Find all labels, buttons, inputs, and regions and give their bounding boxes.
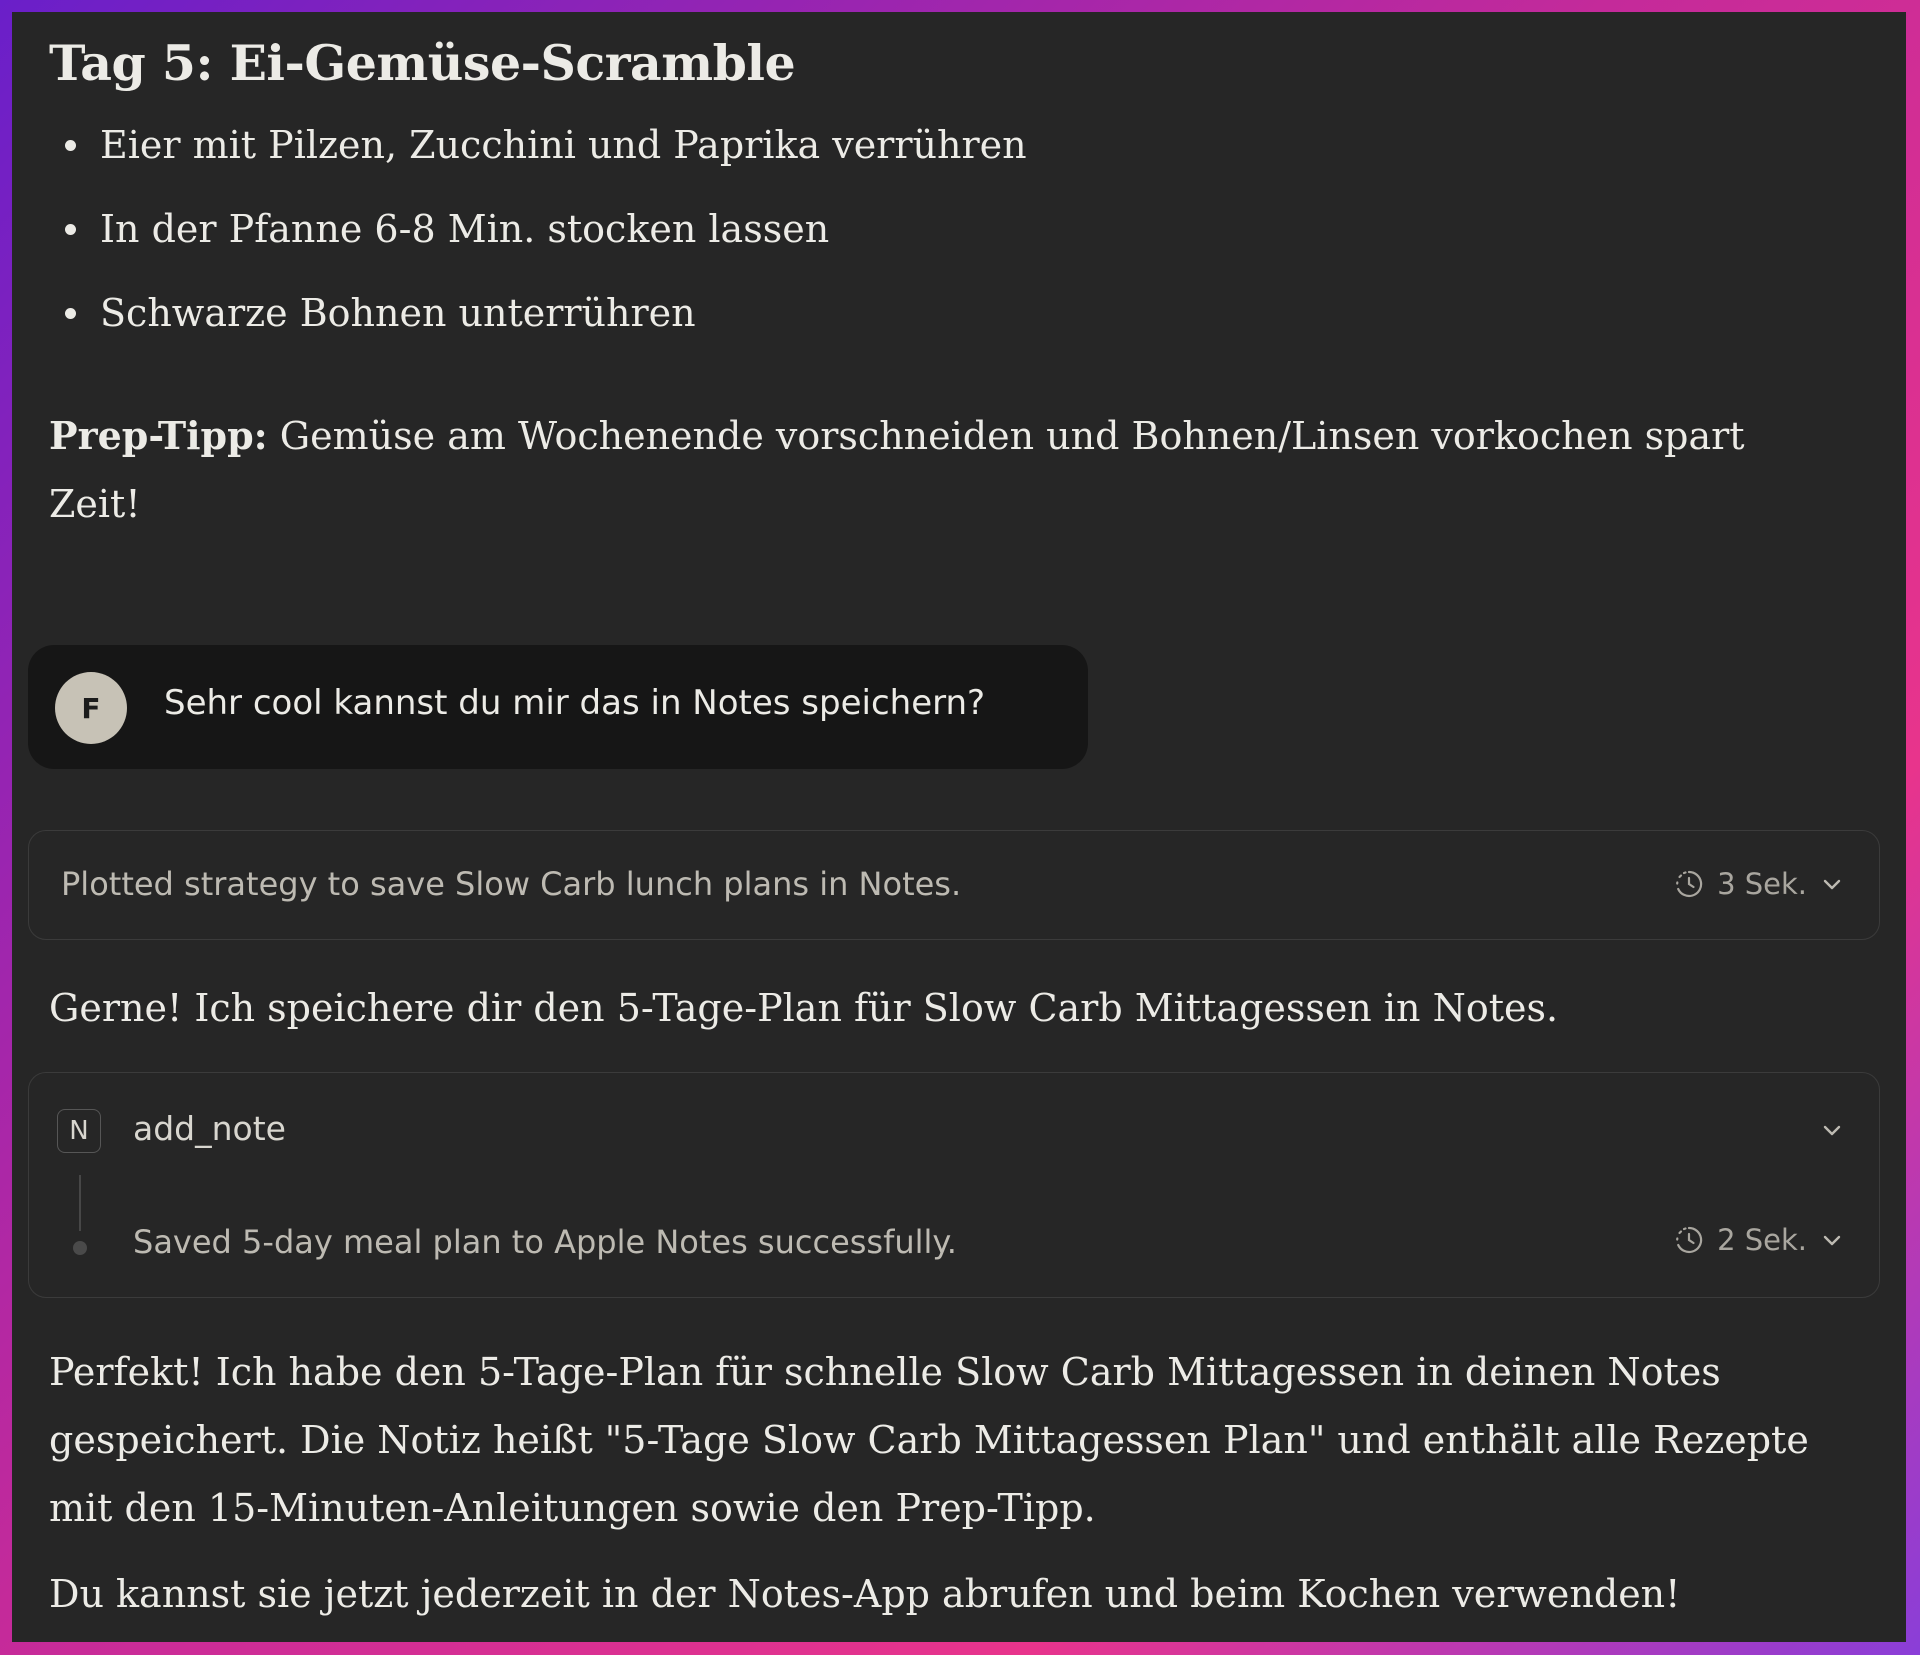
recipe-title: Tag 5: Ei-Gemüse-Scramble bbox=[49, 34, 796, 92]
prep-tip-label: Prep-Tipp: bbox=[49, 413, 268, 458]
prep-tip bbox=[49, 402, 1789, 538]
timer-icon bbox=[1673, 868, 1705, 900]
step-text: Schwarze Bohnen unterrühren bbox=[100, 291, 696, 335]
tool-result-meta[interactable] bbox=[1673, 1223, 1845, 1257]
thinking-summary-text: Plotted strategy to save Slow Carb lunch plans in Notes. bbox=[61, 865, 962, 903]
bullet-icon bbox=[65, 140, 76, 151]
thinking-duration: 3 Sek. bbox=[1717, 867, 1807, 901]
notes-tool-icon: N bbox=[57, 1109, 101, 1153]
bullet-icon bbox=[65, 224, 76, 235]
assistant-reply-2: Perfekt! Ich habe den 5-Tage-Plan für schnelle Slow Carb Mittagessen in deinen Notes gespeichert. Die Notiz heißt "5-Tage Slow Carb Mittagessen Plan" und enthält alle Rezepte mit den 15-Minuten-Anleitungen sowie den Prep-Tipp. bbox=[49, 1350, 1809, 1530]
prep-tip-text: Gemüse am Wochenende vorschneiden und Bohnen/Linsen vorkochen spart Zeit! bbox=[49, 414, 1745, 526]
step-text: In der Pfanne 6-8 Min. stocken lassen bbox=[100, 207, 830, 251]
chevron-down-icon[interactable] bbox=[1819, 871, 1845, 897]
list-item bbox=[49, 288, 1027, 372]
chevron-down-icon[interactable] bbox=[1819, 1227, 1845, 1253]
tool-result-text: Saved 5-day meal plan to Apple Notes successfully. bbox=[133, 1223, 957, 1261]
list-item bbox=[49, 204, 1027, 288]
timer-icon bbox=[1673, 1224, 1705, 1256]
timeline-line bbox=[79, 1175, 81, 1231]
tool-call-card[interactable] bbox=[28, 1072, 1880, 1298]
user-message-bubble bbox=[28, 645, 1088, 769]
avatar[interactable]: F bbox=[55, 672, 127, 744]
assistant-reply-1: Gerne! Ich speichere dir den 5-Tage-Plan für Slow Carb Mittagessen in Notes. bbox=[49, 986, 1559, 1030]
chat-window bbox=[12, 12, 1906, 1642]
list-item bbox=[49, 120, 1027, 204]
tool-duration: 2 Sek. bbox=[1717, 1223, 1807, 1257]
chevron-down-icon[interactable] bbox=[1819, 1117, 1845, 1147]
tool-name: add_note bbox=[133, 1109, 286, 1148]
thinking-meta[interactable] bbox=[1673, 867, 1845, 901]
user-message-text: Sehr cool kannst du mir das in Notes speichern? bbox=[164, 683, 986, 723]
assistant-reply-3: Du kannst sie jetzt jederzeit in der Notes-App abrufen und beim Kochen verwenden! bbox=[49, 1572, 1681, 1616]
timeline-dot-icon bbox=[73, 1241, 87, 1255]
bullet-icon bbox=[65, 308, 76, 319]
thinking-summary-card[interactable] bbox=[28, 830, 1880, 940]
recipe-steps bbox=[49, 120, 1027, 372]
step-text: Eier mit Pilzen, Zucchini und Paprika verrühren bbox=[100, 123, 1027, 167]
